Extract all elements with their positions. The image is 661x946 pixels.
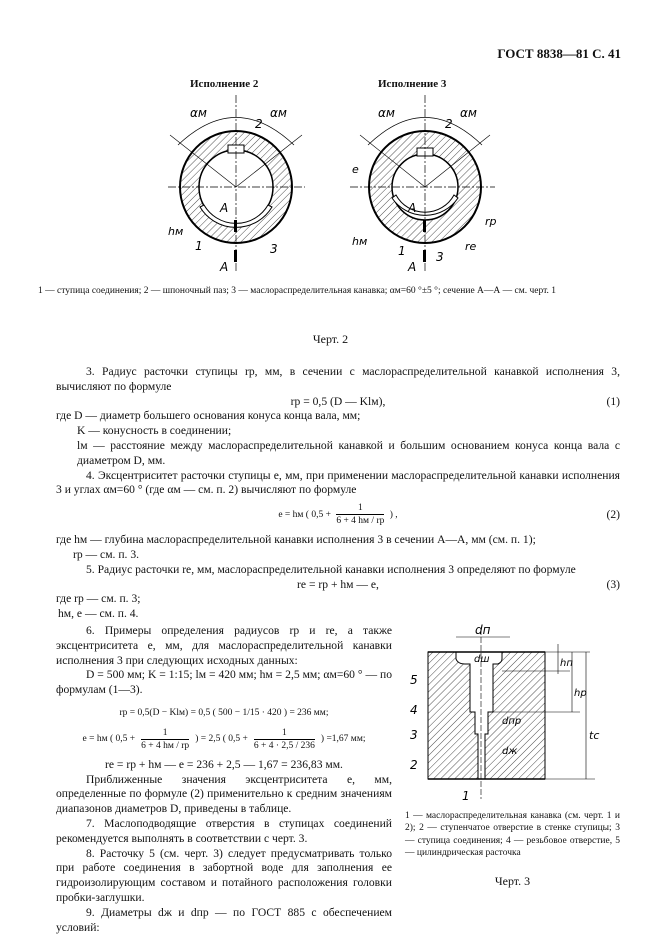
paragraph-3: 3. Радиус расточки ступицы rр, мм, в сечении с маслораспределительной канавкой исполнения 3, вычисляют по формуле — [56, 365, 620, 393]
where-rp: rр — см. п. 3. — [73, 547, 140, 561]
formula-2-number: (2) — [606, 508, 620, 522]
svg-text:3: 3 — [436, 250, 444, 264]
svg-text:A: A — [408, 201, 417, 215]
svg-text:2: 2 — [410, 757, 418, 772]
figure-title-variant-3: Исполнение 3 — [378, 78, 447, 90]
figure-3-label: Черт. 3 — [494, 873, 531, 888]
svg-text:hм: hм — [168, 225, 184, 238]
formula-2-row — [56, 502, 620, 527]
body-text — [56, 365, 620, 935]
formula-3-row — [56, 578, 620, 593]
svg-text:dп: dп — [475, 623, 491, 637]
variant-2-section — [168, 95, 305, 274]
svg-text:rе: rе — [465, 240, 477, 253]
svg-text:αм: αм — [378, 106, 395, 120]
figure-2-caption: 1 — ступица соединения; 2 — шпоночный паз; 3 — маслораспределительная канавка; αм=60 °±5 °; сечение А—А — см. черт. 1 — [38, 286, 557, 296]
formula-2: e = hм ( 0,5 + $\frac{1}{6 + 4 hм / rр}$ ) , — [278, 503, 398, 527]
paragraph-4: 4. Эксцентриситет расточки ступицы e, мм, при применении маслораспределительной канавки исполнения 3 и углах αм=60 ° (где αм — см. п. 2) вычисляют по формуле — [56, 468, 620, 497]
svg-text:rр: rр — [485, 215, 497, 228]
formula-3-number: (3) — [606, 577, 620, 591]
where-hm: где hм — глубина маслораспределительной канавки исполнения 3 в сечении A—A, мм (см. п. 1); — [56, 533, 536, 547]
svg-text:hп: hп — [560, 657, 573, 669]
example-rp: rр = 0,5(D − Klм) = 0,5 ( 500 − 1/15 · 420 ) = 236 мм; — [119, 707, 329, 718]
two-column-section — [56, 624, 620, 935]
svg-text:1: 1 — [462, 788, 470, 803]
svg-text:2: 2 — [445, 117, 453, 131]
svg-text:dпр: dпр — [502, 715, 522, 727]
figure-title-variant-2: Исполнение 2 — [190, 78, 259, 90]
where-l: lм — расстояние между маслораспределительной канавкой и большим основанием конуса конца вала с диаметром D, мм. — [77, 438, 620, 467]
svg-text:e: e — [352, 163, 359, 176]
svg-text:tс: tс — [589, 728, 600, 742]
paragraph-5: 5. Радиус расточки rе, мм, маслораспределительной канавки исполнения 3 определяют по формуле — [86, 562, 576, 576]
svg-text:5: 5 — [410, 672, 418, 687]
svg-text:A: A — [220, 201, 229, 215]
alpha-label: αм — [190, 106, 207, 120]
formula-1-row — [56, 395, 620, 410]
formula-3: rе = rр + hм — e, — [297, 577, 379, 591]
where-hm-e: hм, e — см. п. 4. — [58, 607, 139, 621]
formula-1: rр = 0,5 (D — Klм), — [290, 394, 386, 408]
svg-text:dж: dж — [502, 745, 518, 757]
left-column — [56, 624, 392, 935]
page-header: ГОСТ 8838—81 С. 41 — [497, 46, 621, 61]
svg-text:hр: hр — [574, 687, 587, 699]
svg-text:αм: αм — [460, 106, 477, 120]
svg-text:hм: hм — [352, 235, 368, 248]
paragraph-8: 8. Расточку 5 (см. черт. 3) следует предусматривать только при работе соединения в забортной воде для заполнения ее гидроизолирующим составом и потайного расположения головки пробки-заглушки. — [56, 846, 392, 904]
where-K: K — конусность в соединении; — [77, 424, 232, 438]
figure-3-drawing — [390, 624, 605, 804]
where-D: где D — диаметр большего основания конуса конца вала, мм; — [56, 409, 361, 423]
svg-text:A: A — [408, 260, 417, 274]
paragraph-6-note: Приближенные значения эксцентриситета e, мм, определенные по формуле (2) применительно к средним значениям диапазонов диаметров D, приведены в таблице. — [56, 772, 392, 816]
right-column — [405, 624, 620, 889]
svg-text:A: A — [220, 260, 229, 274]
figure-2-drawing — [140, 95, 540, 275]
svg-text:dш: dш — [474, 653, 490, 665]
figure-3-caption: 1 — маслораспределительная канавка (см. черт. 1 и 2); 2 — ступенчатое отверстие в стенке ступицы; 3 — ступица соединения; 4 — резьбовое отверстие, 5 — цилиндрическая расточка — [405, 810, 620, 859]
paragraph-9: 9. Диаметры dж и dпр — по ГОСТ 885 с обеспечением условий: — [56, 905, 392, 934]
example-re: rе = rр + hм — e = 236 + 2,5 — 1,67 = 236,83 мм. — [105, 757, 343, 771]
where-rp-2: где rр — см. п. 3; — [56, 592, 141, 606]
paragraph-6-data: D = 500 мм; K = 1:15; lм = 420 мм; hм = 2,5 мм; αм=60 ° — по формулам (1—3). — [56, 668, 392, 697]
svg-text:1: 1 — [398, 244, 406, 258]
alpha-label: αм — [270, 106, 287, 120]
figure-2-label: Черт. 2 — [312, 332, 349, 346]
variant-3-section — [350, 95, 497, 274]
paragraph-6: 6. Примеры определения радиусов rр и rе, а также эксцентриситета e, мм, для маслораспределительной канавки исполнения 3 при следующих исходных данных: — [56, 623, 392, 667]
svg-text:3: 3 — [270, 242, 278, 256]
svg-text:4: 4 — [410, 702, 418, 717]
paragraph-7: 7. Маслоподводящие отверстия в ступицах соединений рекомендуется выполнять в соответствии с черт. 3. — [56, 816, 392, 845]
formula-1-number: (1) — [606, 394, 620, 408]
svg-text:1: 1 — [195, 239, 203, 253]
svg-text:3: 3 — [410, 727, 418, 742]
svg-text:2: 2 — [255, 117, 263, 131]
example-e: e = hм ( 0,5 + $\frac{1}{6 + 4 hм / rр}$ ) = 2,5 ( 0,5 + $\frac{1}{6 + 4 \cdot 2,5 / 236}$ ) =1,67 мм; — [82, 727, 366, 751]
